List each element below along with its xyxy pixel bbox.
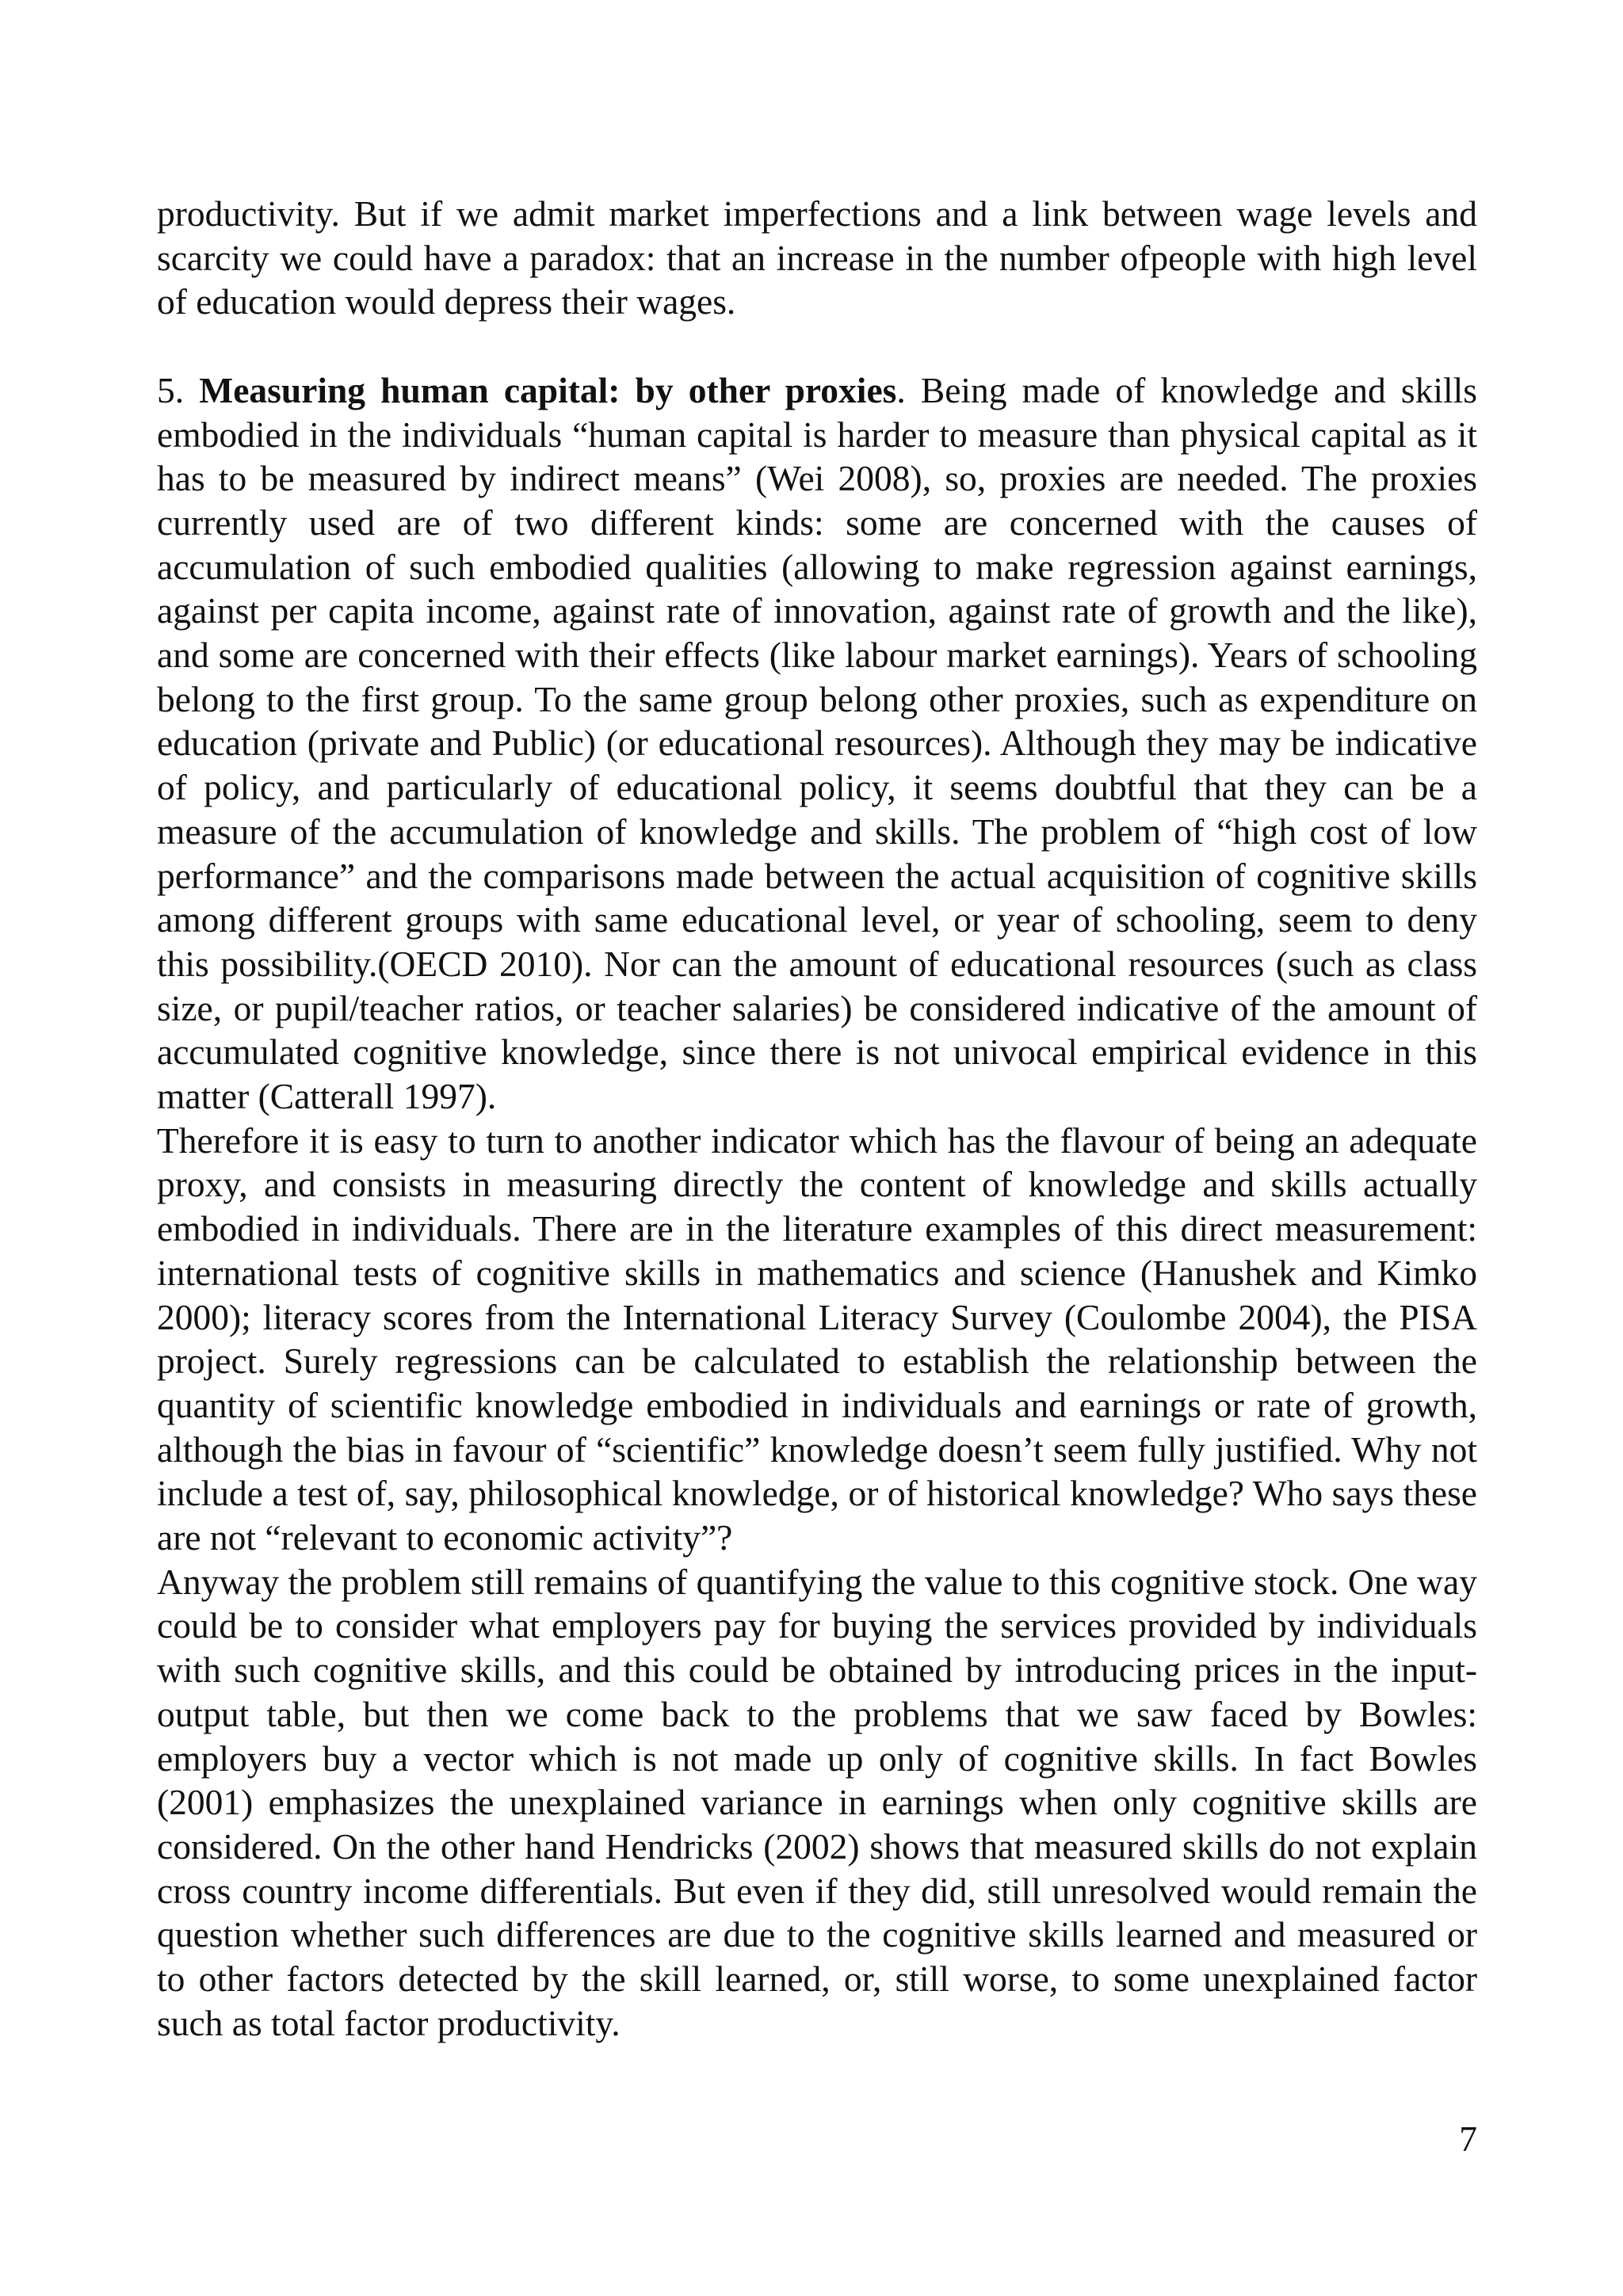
paragraph-direct-measurement: Therefore it is easy to turn to another indicator which has the flavour of being an adequate proxy, and consists in measuring directly the content of knowledge and skills actually embodied in individuals. There are in the literature examples of this direct measurement: international tests of cognitive skills in mathematics and science (Hanushek and Kimko 2000); literacy scores from the International Literacy Survey (Coulombe 2004), the PISA project. Surely regressions can be calculated to establish the relationship between the quantity of scientific knowledge embodied in individuals and earnings or rate of growth, although the bias in favour of “scientific” knowledge doesn’t seem fully justified. Why not include a test of, say, philosophical knowledge, or of historical knowledge? Who says these are not “relevant to economic activity”? (157, 1119, 1477, 1558)
page-number: 7 (1459, 2119, 1477, 2159)
section-paragraph (157, 368, 1477, 1119)
section-heading: Measuring human capital: by other proxies (199, 369, 897, 410)
body-text (157, 192, 1477, 2046)
paragraph-continuation: productivity. But if we admit market imperfections and a link between wage levels and scarcity we could have a paradox: that an increase in the number ofpeople with high level of education would depress their wages. (157, 193, 1477, 322)
section-number: 5. (157, 369, 185, 410)
paragraph-cognitive-stock: Anyway the problem still remains of quantifying the value to this cognitive stock. One way could be to consider what employers pay for buying the services provided by individuals with such cognitive skills, and this could be obtained by introducing prices in the input-output table, but then we come back to the problems that we saw faced by Bowles: employers buy a vector which is not made up only of cognitive skills. In fact Bowles (2001) emphasizes the unexplained variance in earnings when only cognitive skills are considered. On the other hand Hendricks (2002) shows that measured skills do not explain cross country income differentials. But even if they did, still unresolved would remain the question whether such differences are due to the cognitive skills learned and measured or to other factors detected by the skill learned, or, still worse, to some unexplained factor such as total factor productivity. (157, 1561, 1477, 2043)
section-body: . Being made of knowledge and skills embodied in the individuals “human capital is harder to measure than physical capital as it has to be measured by indirect means” (Wei 2008), so, proxies are needed. The proxies currently used are of two different kinds: some are concerned with the causes of accumulation of such embodied qualities (allowing to make regression against earnings, against per capita income, against rate of innovation, against rate of growth and the like), and some are concerned with their effects (like labour market earnings). Years of schooling belong to the first group. To the same group belong other proxies, such as expenditure on education (private and Public) (or educational resources). Although they may be indicative of policy, and particularly of educational policy, it seems doubtful that they can be a measure of the accumulation of knowledge and skills. The problem of “high cost of low performance” and the comparisons made between the actual acquisition of cognitive skills among different groups with same educational level, or year of schooling, seem to deny this possibility.(OECD 2010). Nor can the amount of educational resources (such as class size, or pupil/teacher ratios, or teacher salaries) be considered indicative of the amount of accumulated cognitive knowledge, since there is not univocal empirical evidence in this matter (Catterall 1997). (157, 369, 1478, 1117)
